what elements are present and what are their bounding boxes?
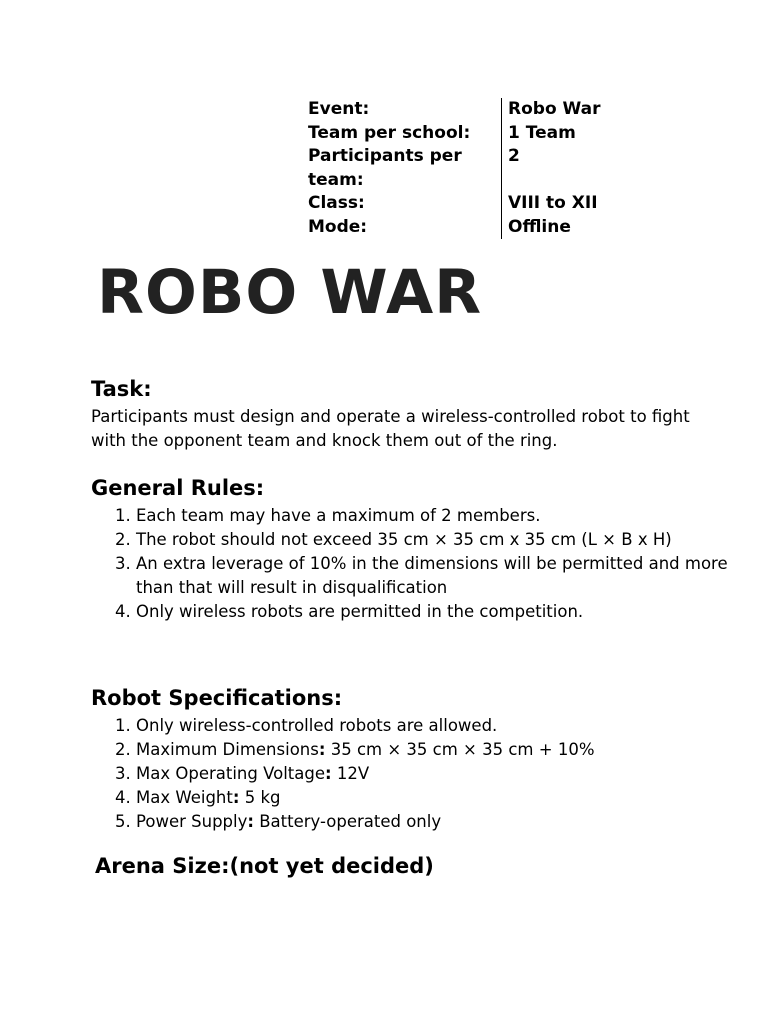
spec-item: 3. Max Operating Voltage: 12V xyxy=(136,762,736,786)
general-rules-heading: General Rules: xyxy=(91,476,265,500)
spec-value: 35 cm × 35 cm × 35 cm + 10% xyxy=(330,740,595,759)
general-rules-list xyxy=(91,504,736,624)
spec-key: Maximum Dimensions xyxy=(136,740,319,759)
event-label: Event: xyxy=(308,99,370,119)
participants-per-team-value: 2 xyxy=(501,145,601,192)
mode-label: Mode: xyxy=(308,216,368,237)
spec-key: Max Weight xyxy=(136,788,233,807)
class-label: Class: xyxy=(308,193,365,213)
page-title: ROBO WAR xyxy=(97,257,483,328)
event-value: Robo War xyxy=(501,98,601,122)
general-rule-item: 2. The robot should not exceed 35 cm × 35 cm x 35 cm (L × B x H) xyxy=(136,528,736,552)
robot-specs-list xyxy=(91,714,736,834)
spec-item: 5. Power Supply: Battery-operated only xyxy=(136,810,736,834)
general-rule-item: 4. Only wireless robots are permitted in the competition. xyxy=(136,600,736,624)
arena-heading: Arena Size:(not yet decided) xyxy=(95,854,434,878)
spec-key: Max Operating Voltage xyxy=(136,764,325,783)
general-rule-item: 3. An extra leverage of 10% in the dimensions will be permitted and more than that will result in disqualification xyxy=(136,552,736,600)
robot-specs-heading: Robot Specifications: xyxy=(91,686,343,710)
spec-value: Battery-operated only xyxy=(259,812,442,831)
class-value: VIII to XII xyxy=(501,192,601,216)
team-per-school-value: 1 Team xyxy=(501,122,601,146)
team-per-school-label: Team per school: xyxy=(308,122,471,143)
spec-text: Only wireless-controlled robots are allowed. xyxy=(136,716,498,735)
task-description: Participants must design and operate a wireless-controlled robot to fight with the opponent team and knock them out of the ring. xyxy=(91,407,690,450)
spec-value: 5 kg xyxy=(244,788,281,807)
participants-per-team-label: Participants per team: xyxy=(308,146,462,190)
spec-value: 12V xyxy=(336,764,370,783)
mode-value: Offline xyxy=(501,216,601,240)
spec-key: Power Supply xyxy=(136,812,248,831)
general-rule-item: 1. Each team may have a maximum of 2 members. xyxy=(136,504,736,528)
spec-item: 2. Maximum Dimensions: 35 cm × 35 cm × 35 cm + 10% xyxy=(136,738,736,762)
spec-item: 4. Max Weight: 5 kg xyxy=(136,786,736,810)
event-info-table xyxy=(308,98,601,239)
task-heading: Task: xyxy=(91,377,152,401)
spec-item xyxy=(136,714,736,738)
